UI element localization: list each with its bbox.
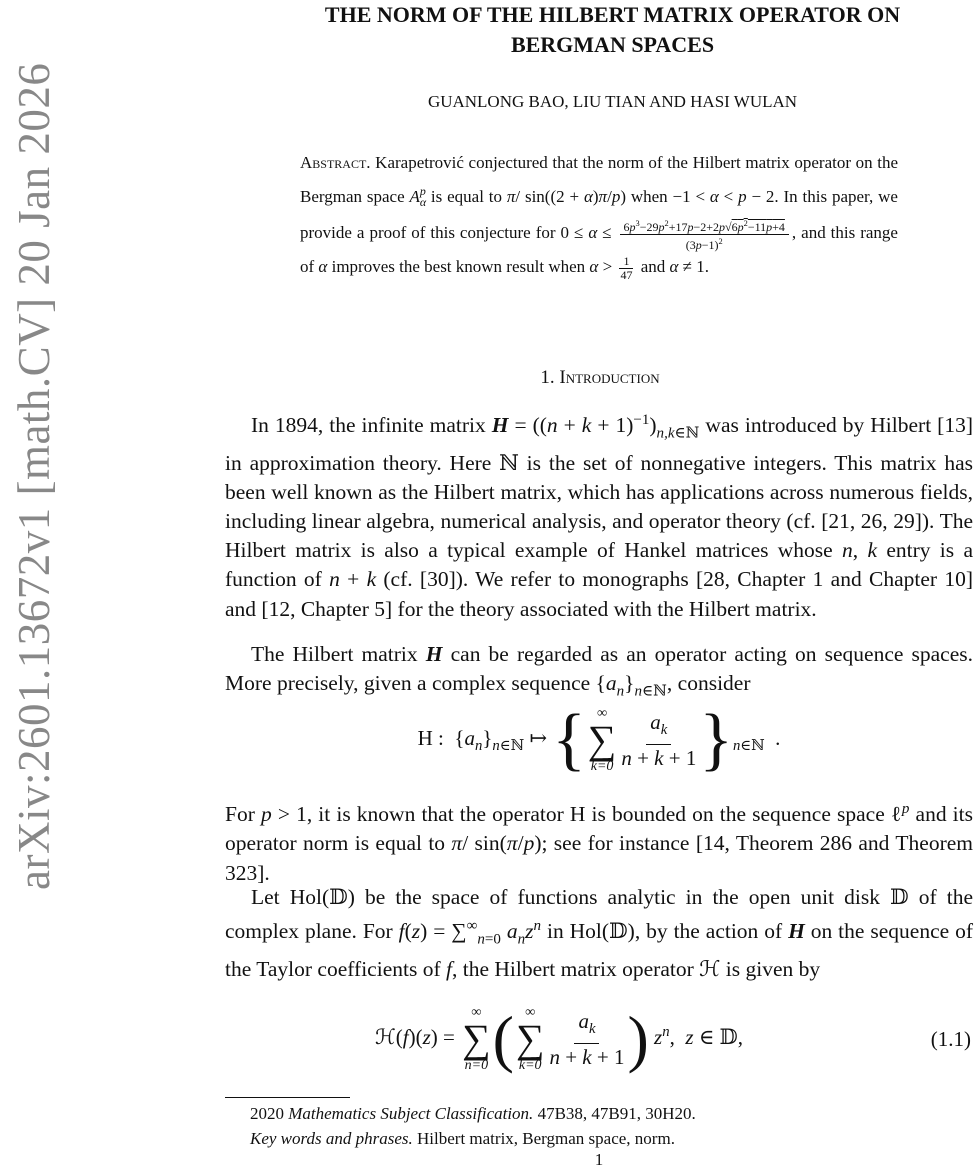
page-number: 1 — [594, 1150, 604, 1169]
equation-number: (1.1) — [930, 1027, 971, 1051]
section-heading — [225, 367, 975, 389]
paragraph-1: In 1894, the infinite matrix $H = ((n + k + 1)^{-1})_{n,k\in ℕ}$ was introduced by Hilbert [13] in approximation theory. Here ℕ is the set of nonnegative integers. This matrix has been well known as the Hilbert matrix, which has applications across numerous fields, including linear algebra, numerical analysis, and operator theory (cf. [21, 26, 29]). The Hilbert matrix is also a typical example of Hankel matrices whose n, k entry is a function of n + k (cf. [30]). We refer to monographs [28, Chapter 1 and Chapter 10] and [12, Chapter 5] for the theory associated with the Hilbert matrix. — [225, 412, 974, 621]
keywords-label: Key words and phrases. — [250, 1129, 413, 1148]
section-number: 1. — [540, 367, 555, 388]
title-line-1: THE NORM OF THE HILBERT MATRIX OPERATOR ON — [324, 2, 901, 27]
arxiv-identifier: arXiv:2601.13672v1 [math.CV] 20 Jan 2026 — [9, 62, 59, 890]
abstract-label: Abstract. — [300, 153, 371, 172]
paragraph-2: The Hilbert matrix H can be regarded as an operator acting on sequence spaces. More precisely, given a complex sequence $\{a_n\}_{n\in ℕ}$, consider — [225, 642, 973, 700]
title-line-2: BERGMAN SPACES — [510, 32, 715, 57]
keywords-value: Hilbert matrix, Bergman space, norm. — [417, 1129, 675, 1148]
footnote-keywords — [250, 1129, 675, 1149]
paragraph-3: For p > 1, it is known that the operator H is bounded on the sequence space ℓ$^p$ and its operator norm is equal to π/ sin(π/p); see for instance [14, Theorem 286 and Theorem 323]. — [225, 801, 974, 885]
section-title-text: Introduction — [559, 367, 660, 388]
equation-1-1: ℋ(f)(z) = ∞ ∑ n=0 ( ∞ ∑ k=0 $\frac{a_k}{n + k + 1}$ ) $z^n$, z ∈ 𝔻, (1.1) — [374, 1003, 971, 1074]
paper-title — [250, 0, 975, 60]
msc-value: 47B38, 47B91, 30H20. — [537, 1104, 696, 1123]
paragraph-4: Let Hol(𝔻) be the space of functions analytic in the open unit disk 𝔻 of the complex plane. For $f(z) = \sum^\infty_{n=0}$ $a_nz^n$ in Hol(𝔻), by the action of H on the sequence of the Taylor coefficients of f, the Hilbert matrix operator ℋ is given by — [225, 885, 973, 981]
footnote-msc: 2020 Mathematics Subject Classification. 47B38, 47B91, 30H20. — [250, 1104, 696, 1123]
author-list: GUANLONG BAO, LIU TIAN AND HASI WULAN — [427, 92, 798, 111]
msc-label: Mathematics Subject Classification. — [288, 1104, 534, 1123]
arxiv-stamp — [0, 0, 62, 900]
abstract — [300, 148, 898, 282]
equation-sequence-operator: H : $\{a_n\}_{n\in ℕ}$ ↦ { ∞ ∑ k=0 $\frac{a_k}{n + k + 1}$ }$_{n\in ℕ}$ . — [417, 701, 781, 778]
footnote-divider — [225, 1097, 350, 1098]
abstract-text: Karapetrović conjectured that the norm of the Hilbert matrix operator on the Bergman space $A^p_\alpha$ is equal to π/ sin((2 + α)π/p) when −1 < α < p − 2. In this paper, we provide a proof of this conjecture for 0 ≤ α ≤ $\frac{6p^3-29p^2+17p-2+2p√6p^2-11p+4}{(3p-1)^2}$ , and this range of α improves the best known result when α > $\frac{1}{47}$ and α ≠ 1. — [300, 153, 898, 282]
